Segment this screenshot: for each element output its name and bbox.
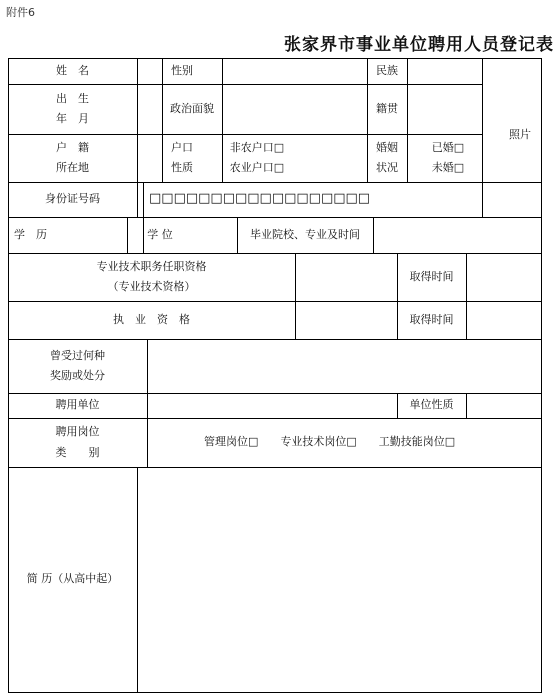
tech-qual-line1: 专业技术职务任职资格 (96, 259, 207, 273)
table-line (466, 393, 467, 418)
resume-label: 简 历（从高中起） (26, 572, 119, 586)
hukou-label-line1: 户 籍 (56, 140, 89, 154)
gender-label: 性别 (171, 63, 193, 77)
hukou-type-options[interactable] (222, 134, 292, 182)
name-label: 姓 名 (56, 63, 89, 77)
obtain-time-label: 取得时间 (409, 269, 454, 283)
tech-qualification-label (8, 253, 295, 301)
unit-nature-label: 单位性质 (409, 398, 454, 412)
photo-label: 照片 (509, 127, 531, 141)
license-label: 执 业 资 格 (113, 312, 190, 326)
table-line (482, 58, 483, 217)
hukou-location-label (8, 134, 137, 182)
reward-line2: 奖励或处分 (50, 369, 105, 382)
politics-label: 政治面貌 (170, 101, 214, 115)
birth-label (8, 84, 137, 134)
post-category-options[interactable]: 管理岗位□ 专业技术岗位□ 工勤技能岗位□ (204, 435, 456, 449)
hukou-type-line1: 户口 (171, 140, 193, 154)
unmarried-checkbox[interactable]: 未婚□ (431, 161, 465, 174)
table-line (407, 58, 408, 182)
id-number-boxes[interactable]: □□□□□□□□□□□□□□□□□□ (149, 191, 371, 207)
tech-qual-line2: （专业技术资格） (107, 280, 196, 293)
birth-label-line2: 年 月 (56, 112, 89, 125)
reward-line1: 曾受过何种 (50, 348, 105, 362)
table-line (143, 182, 144, 217)
table-line (137, 467, 138, 692)
non-agri-hukou-checkbox[interactable]: 非农户口□ (229, 140, 285, 154)
marriage-options[interactable] (418, 134, 478, 182)
ethnicity-label: 民族 (376, 63, 398, 77)
education-label: 学 历 (14, 227, 47, 241)
table-line (541, 58, 542, 693)
form-title: 张家界市事业单位聘用人员登记表 (284, 35, 554, 55)
table-line (137, 58, 138, 182)
hukou-type-label (162, 134, 202, 182)
agri-hukou-checkbox[interactable]: 农业户口□ (229, 161, 285, 174)
married-checkbox[interactable]: 已婚□ (431, 140, 465, 154)
birth-label-line1: 出 生 (56, 91, 89, 105)
id-number-label: 身份证号码 (45, 192, 100, 206)
native-place-label: 籍贯 (376, 101, 398, 115)
table-line (8, 692, 542, 693)
post-category-label (8, 418, 147, 467)
obtain-time-label-2: 取得时间 (409, 312, 454, 326)
degree-label: 学 位 (147, 227, 173, 241)
employer-label: 聘用单位 (55, 398, 100, 412)
table-line (147, 339, 148, 467)
table-line (295, 253, 296, 339)
post-line2: 类 别 (55, 445, 100, 459)
table-line (127, 217, 128, 253)
marriage-label-line1: 婚姻 (376, 140, 398, 154)
marriage-label-line2: 状况 (376, 161, 398, 174)
marriage-label (367, 134, 407, 182)
hukou-label-line2: 所在地 (56, 161, 89, 174)
post-line1: 聘用岗位 (55, 425, 100, 439)
table-line (373, 217, 374, 253)
reward-punishment-label (8, 339, 147, 393)
school-label: 毕业院校、专业及时间 (250, 227, 360, 241)
hukou-type-line2: 性质 (171, 161, 193, 174)
table-line (466, 253, 467, 339)
attachment-label: 附件6 (6, 6, 35, 19)
table-line (137, 182, 138, 217)
